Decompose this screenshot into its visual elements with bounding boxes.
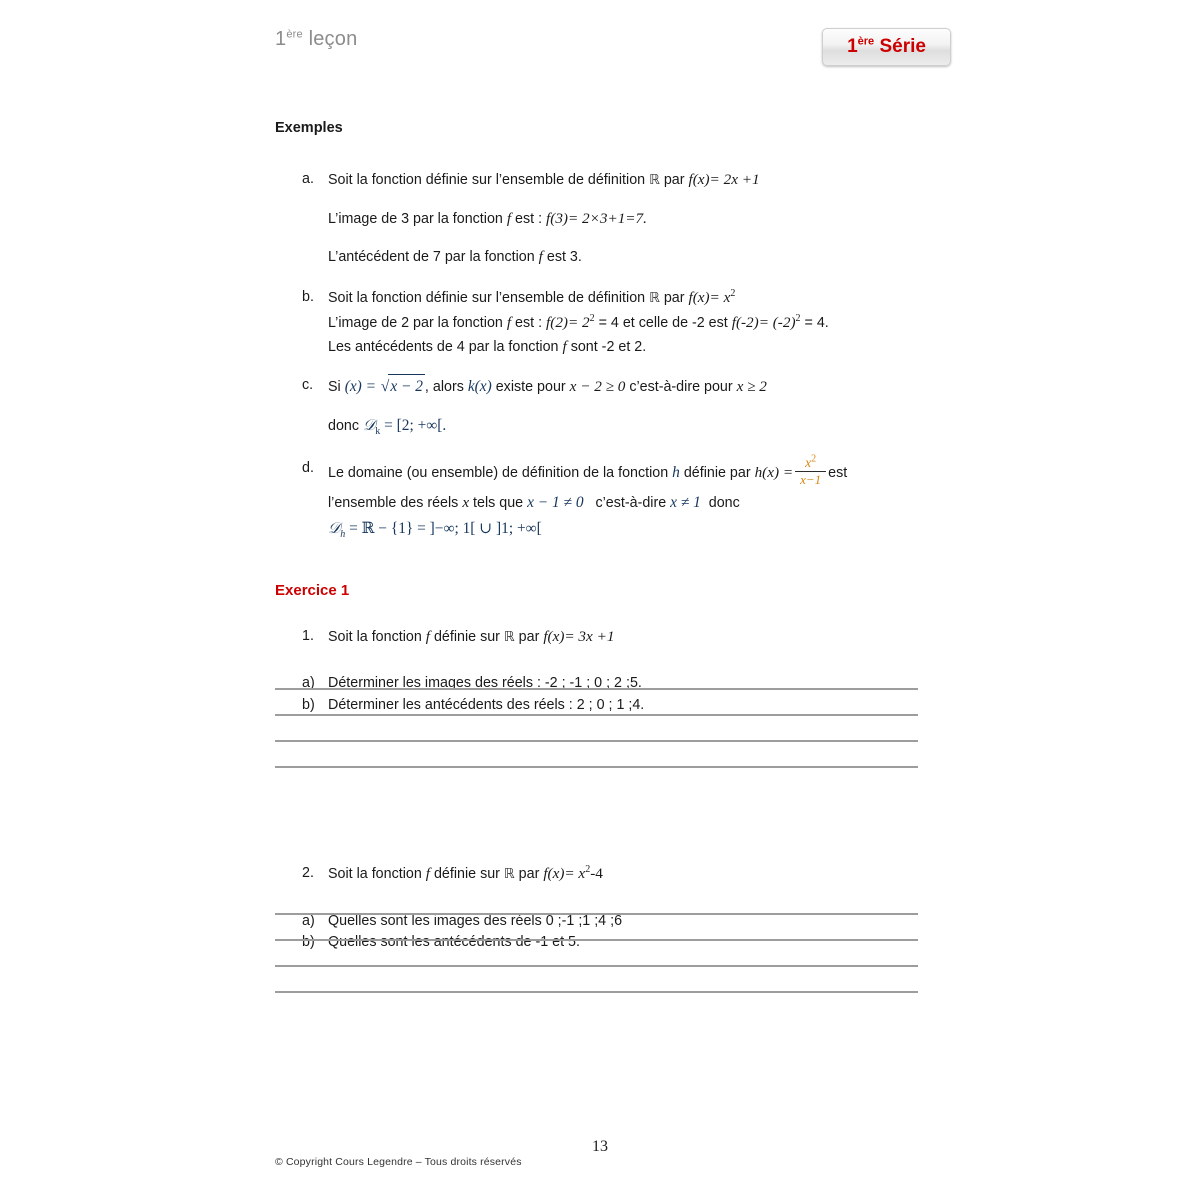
example-marker-b: b. (302, 288, 314, 305)
real-set-symbol: ℝ (649, 289, 660, 306)
answer-line[interactable] (275, 688, 918, 690)
lesson-word: leçon (302, 28, 358, 50)
function-f-symbol: f (506, 313, 512, 331)
question-2-exponent: 2 (585, 864, 591, 876)
question-1-text-c: par (514, 628, 544, 645)
example-d-condition-2 (670, 494, 701, 511)
example-c-radicand (388, 374, 425, 400)
question-2-formula-tail: -4 (590, 865, 603, 883)
question-1-marker: 1. (302, 627, 314, 644)
example-c-radicand-text: x − 2 (390, 377, 423, 395)
sqrt-icon: √x − 2 (380, 374, 425, 400)
exercise-question-list (275, 625, 935, 650)
example-d-donc: donc (708, 494, 740, 511)
lesson-number: 1 (275, 28, 287, 50)
example-d-condition (527, 494, 583, 511)
example-item-d (275, 453, 935, 542)
example-c-kx (468, 378, 492, 395)
fraction-denominator (795, 471, 826, 488)
example-b-f2-formula: f(2)= 2 (546, 313, 590, 331)
exercise-heading: Exercice 1 (275, 581, 350, 599)
serie-word: Série (874, 36, 926, 57)
exercise-question-2 (275, 862, 935, 887)
example-b-mid-text: = 4 et celle de -2 est (594, 314, 732, 331)
example-a-image-text: L’image de 3 par la fonction (328, 210, 507, 227)
example-c-kx-open-text: (x) = (344, 377, 380, 395)
question-1-text-b: définie sur (430, 628, 504, 645)
example-c-existe: existe pour (491, 378, 570, 395)
answer-lines-group-2[interactable] (275, 913, 918, 993)
example-d-est: est (828, 464, 848, 481)
example-item-c (275, 374, 935, 439)
page-number: 13 (592, 1138, 608, 1155)
question-1-sub-b-text: Déterminer les antécédents des réels : 2 ; 0 ; 1 ;4. (328, 696, 645, 713)
example-d-fraction (795, 453, 826, 488)
example-d-spacer (584, 495, 596, 511)
question-1-sub-a-text: Déterminer les images des réels : -2 ; -1 ; 0 ; 2 ;5. (328, 675, 642, 692)
example-b-line-3 (328, 335, 935, 360)
example-b-text-1: Soit la fonction définie sur l’ensemble de définition (328, 289, 650, 306)
example-marker-c: c. (302, 376, 314, 393)
variable-x-symbol: x (462, 493, 470, 511)
example-b-image-text: L’image de 2 par la fonction (328, 314, 507, 331)
example-marker-d: d. (302, 459, 314, 476)
example-d-domain-subscript-text: h (340, 528, 346, 540)
example-a-formula: f(x)= 2x +1 (688, 171, 760, 188)
example-a-line-3 (328, 245, 935, 270)
question-2-sub-a-text: Quelles sont les images des réels 0 ;-1 ;1 ;4 ;6 (328, 912, 623, 929)
example-c-kx-open (345, 378, 380, 395)
function-f-symbol: f (506, 209, 512, 227)
answer-line[interactable] (275, 740, 918, 742)
answer-line[interactable] (275, 965, 918, 967)
example-c-alors: , alors (424, 378, 468, 395)
example-c-donc: donc (328, 417, 363, 434)
answer-line[interactable] (275, 991, 918, 993)
example-b-tail-text: = 4. (800, 314, 829, 331)
answer-lines-group-1[interactable] (275, 688, 918, 768)
example-b-line-2 (328, 311, 935, 336)
answer-line[interactable] (275, 913, 918, 915)
question-1-sub-a-marker: a) (302, 675, 315, 692)
answer-line[interactable] (275, 939, 918, 941)
question-2-sub-b-text: Quelles sont les antécédents de -1 et 5. (328, 934, 580, 951)
example-marker-a: a. (302, 171, 314, 187)
serie-ordinal-suffix: ère (857, 35, 875, 48)
example-b-f2-exponent: 2 (589, 312, 595, 324)
lesson-ordinal-suffix: ère (286, 28, 303, 41)
example-b-formula: f(x)= x (688, 288, 731, 306)
examples-heading: Exemples (275, 120, 343, 136)
question-2-marker: 2. (302, 865, 314, 882)
example-c-line-1 (328, 374, 935, 400)
real-set-symbol: ℝ (503, 866, 515, 883)
function-f-symbol: f (562, 338, 567, 356)
function-f-symbol: f (538, 248, 543, 266)
exercise-question-1 (275, 625, 935, 650)
example-d-domain-d: 𝒟 (328, 519, 341, 537)
example-c-kx-text: k(x) (467, 377, 492, 395)
serie-badge[interactable] (822, 28, 951, 66)
example-a-line-1 (328, 168, 935, 193)
serie-number: 1 (847, 36, 858, 57)
example-c-si: Si (328, 378, 345, 395)
document-content (275, 120, 935, 954)
fraction-numerator (795, 453, 826, 471)
example-a-text-2: par (659, 172, 689, 188)
example-c-condition-2: x ≥ 2 (736, 377, 767, 395)
example-d-text-2: définie par (679, 464, 755, 481)
example-b-line-1 (328, 286, 935, 311)
real-set-symbol: ℝ (649, 172, 660, 188)
fraction-denominator-text: x−1 (800, 471, 822, 487)
example-a-antecedent-value: est 3. (542, 249, 582, 266)
example-d-line-2 (328, 491, 935, 516)
example-d-domain-symbol (328, 519, 542, 540)
example-d-text-1: Le domaine (ou ensemble) de définition de la fonction (328, 464, 673, 481)
example-c-domain-symbol (362, 416, 447, 437)
example-a-line-2 (328, 207, 935, 232)
example-d-line-1 (328, 453, 935, 489)
question-2-text-c: par (514, 866, 544, 883)
serie-badge-label (847, 36, 926, 58)
example-d-condition-text: x − 1 ≠ 0 (527, 493, 584, 511)
question-2-text-a: Soit la fonction (328, 866, 426, 883)
page-header (275, 28, 951, 74)
example-c-domain-interval: = [2; +∞[. (380, 416, 447, 434)
example-a-text-1: Soit la fonction définie sur l’ensemble de définition (328, 172, 650, 188)
example-b-antecedent-text: Les antécédents de 4 par la fonction (328, 339, 563, 356)
question-2-text-b: définie sur (430, 866, 504, 883)
question-1-formula: f(x)= 3x +1 (543, 627, 615, 645)
example-b-antecedent-values: sont -2 et 2. (566, 339, 647, 356)
example-c-cad: c’est-à-dire pour (625, 378, 737, 395)
example-c-domain-d: 𝒟 (362, 416, 376, 434)
question-2-sub-a-marker: a) (302, 912, 315, 929)
fraction-numerator-exponent: 2 (811, 453, 817, 465)
example-a-image-formula: f(3)= 2×3+1=7. (546, 209, 647, 227)
example-d-cad: c’est-à-dire (595, 494, 671, 511)
example-d-line-3 (328, 517, 935, 542)
example-d-telsque: tels que (469, 494, 528, 511)
example-c-condition: x − 2 ≥ 0 (569, 377, 626, 395)
example-item-b (275, 286, 935, 360)
example-d-ensemble-text: l’ensemble des réels (328, 494, 463, 511)
example-d-hx: h(x) = (754, 463, 794, 481)
example-b-exponent: 2 (730, 288, 736, 300)
answer-line[interactable] (275, 766, 918, 768)
fraction-numerator-text: x (805, 454, 812, 470)
question-1-text-a: Soit la fonction (328, 628, 426, 645)
example-b-text-2: par (659, 289, 689, 306)
example-c-line-2 (328, 414, 935, 439)
answer-line[interactable] (275, 714, 918, 716)
example-b-fneg2-formula: f(-2)= (-2) (731, 313, 796, 331)
example-d-spacer-2 (701, 495, 709, 511)
example-d-domain-interval: = ℝ − {1} = ]−∞; 1[ ∪ ]1; +∞[ (345, 519, 542, 537)
function-h-symbol (672, 464, 680, 481)
example-d-condition-2-text: x ≠ 1 (670, 493, 701, 511)
example-b-fneg2-exponent: 2 (795, 312, 801, 324)
example-c-domain-subscript: k (375, 425, 381, 437)
function-h-letter: h (672, 463, 680, 481)
example-b-est: est : (511, 314, 547, 331)
question-1-sub-b-marker: b) (302, 696, 315, 713)
question-2-sub-b-marker: b) (302, 934, 315, 951)
copyright-notice: © Copyright Cours Legendre – Tous droits réservés (275, 1156, 522, 1168)
examples-list (275, 168, 935, 542)
example-a-est: est : (511, 210, 547, 227)
exercise-question-list-2 (275, 862, 935, 887)
real-set-symbol: ℝ (503, 628, 515, 645)
function-f-symbol: f (425, 865, 430, 883)
lesson-label (275, 28, 357, 51)
example-item-a (275, 168, 935, 270)
function-f-symbol: f (425, 627, 430, 645)
question-2-formula: f(x)= x (543, 865, 586, 883)
example-a-antecedent-text: L’antécédent de 7 par la fonction (328, 249, 539, 266)
